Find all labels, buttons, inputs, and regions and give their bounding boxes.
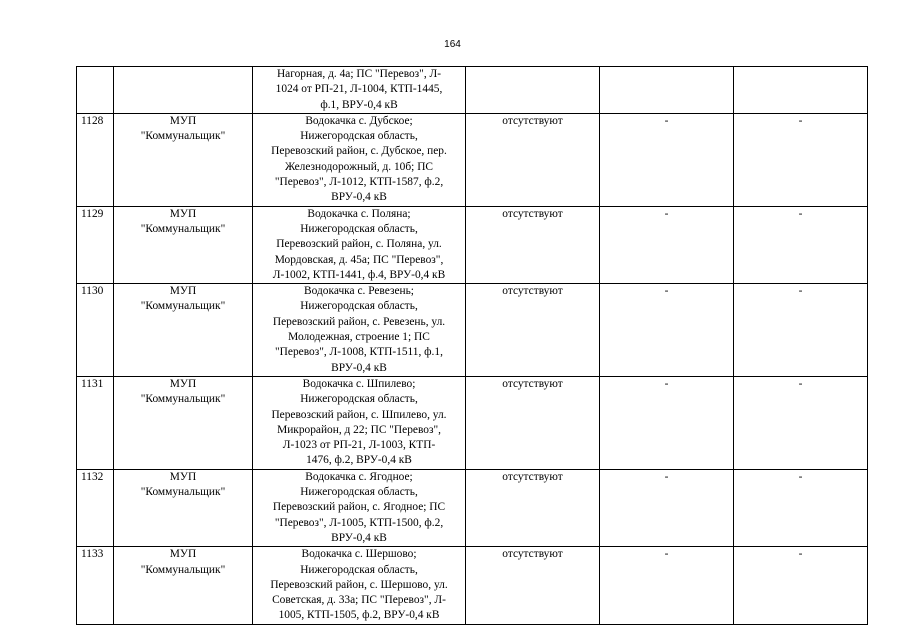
table-row (77, 284, 868, 377)
object-address-cell (253, 469, 466, 546)
address-line: Микрорайон, д 22; ПС "Перевоз", (277, 423, 441, 436)
object-address-cell (253, 547, 466, 624)
dash-value: - (664, 114, 669, 127)
address-line: Нижегородская область, (300, 222, 418, 235)
status-text: отсутствуют (502, 470, 563, 483)
table-row (77, 376, 868, 469)
organization-line: "Коммунальщик" (140, 222, 226, 235)
organization-line: "Коммунальщик" (140, 393, 226, 406)
address-line: ВРУ-0,4 кВ (331, 361, 387, 374)
object-address-cell (253, 376, 466, 469)
dash-value: - (664, 548, 669, 561)
page-number: 164 (444, 39, 461, 50)
status-cell (466, 67, 600, 114)
status-cell (466, 113, 600, 206)
address-line: Перевозский район, с. Шершово, ул. (270, 578, 448, 591)
organization-line: МУП (169, 548, 197, 561)
column-6-cell (734, 284, 868, 377)
organization-cell (114, 469, 253, 546)
column-6-cell (734, 67, 868, 114)
organization-line: "Коммунальщик" (140, 130, 226, 143)
object-address-cell (253, 113, 466, 206)
address-line: Советская, д. 33а; ПС "Перевоз", Л- (272, 594, 446, 607)
address-line: Нижегородская область, (300, 130, 418, 143)
address-line: Нижегородская область, (300, 300, 418, 313)
column-5-cell (600, 547, 734, 624)
row-number-cell: 1128 (77, 113, 114, 206)
column-5-cell (600, 376, 734, 469)
table-row (77, 469, 868, 546)
address-line: Водокачка с. Дубское; (305, 114, 413, 127)
address-line: ВРУ-0,4 кВ (331, 191, 387, 204)
address-line: Перевозский район, с. Шпилево, ул. (271, 408, 447, 421)
dash-value: - (798, 114, 803, 127)
organization-cell (114, 113, 253, 206)
address-line: Перевозский район, с. Дубское, пер. (271, 145, 447, 158)
row-number-cell: 1132 (77, 469, 114, 546)
registry-body (77, 67, 868, 625)
dash-value: - (798, 207, 803, 220)
address-line: Перевозский район, с. Поляна, ул. (276, 238, 442, 251)
organization-cell (114, 376, 253, 469)
column-5-cell (600, 67, 734, 114)
column-5-cell (600, 113, 734, 206)
address-line: Водокачка с. Шпилево; (302, 377, 416, 390)
status-cell (466, 547, 600, 624)
row-number-cell: 1133 (77, 547, 114, 624)
status-text: отсутствуют (502, 377, 563, 390)
dash-value: - (664, 470, 669, 483)
address-line: Нижегородская область, (300, 393, 418, 406)
address-line: Молодежная, строение 1; ПС (288, 331, 430, 344)
address-line: "Перевоз", Л-1008, КТП-1511, ф.1, (275, 346, 443, 359)
dash-value: - (798, 377, 803, 390)
address-line: 1024 от РП-21, Л-1004, КТП-1445, (275, 83, 443, 96)
address-line: Л-1002, КТП-1441, ф.4, ВРУ-0,4 кВ (272, 268, 446, 281)
address-line: Перевозский район, с. Ягодное; ПС (272, 501, 446, 514)
status-text: отсутствуют (502, 285, 563, 298)
address-line: "Перевоз", Л-1005, КТП-1500, ф.2, (274, 516, 444, 529)
dash-value: - (664, 377, 669, 390)
status-cell (466, 376, 600, 469)
dash-value: - (798, 285, 803, 298)
address-line: Перевозский район, с. Ревезень, ул. (272, 315, 446, 328)
row-number-cell: 1131 (77, 376, 114, 469)
table-row-continuation (77, 67, 868, 114)
dash-value: - (664, 285, 669, 298)
row-number-cell: 1129 (77, 206, 114, 283)
column-6-cell (734, 469, 868, 546)
address-line: Водокачка с. Ревезень; (304, 285, 414, 298)
status-cell (466, 206, 600, 283)
organization-line: "Коммунальщик" (140, 563, 226, 576)
organization-cell (114, 206, 253, 283)
object-address-cell (253, 67, 466, 114)
status-text: отсутствуют (502, 114, 563, 127)
table-row (77, 206, 868, 283)
organization-cell (114, 67, 253, 114)
address-line: Водокачка с. Поляна; (307, 207, 411, 220)
row-number-cell (77, 67, 114, 114)
dash-value: - (798, 548, 803, 561)
address-line: ф.1, ВРУ-0,4 кВ (320, 98, 398, 111)
organization-line: МУП (169, 470, 197, 483)
status-cell (466, 284, 600, 377)
status-cell (466, 469, 600, 546)
address-line: Мордовская, д. 45а; ПС "Перевоз", (274, 253, 444, 266)
table-row (77, 547, 868, 624)
dash-value: - (664, 207, 669, 220)
organization-cell (114, 547, 253, 624)
address-line: 1476, ф.2, ВРУ-0,4 кВ (306, 454, 412, 467)
address-line: Нагорная, д. 4а; ПС "Перевоз", Л- (276, 68, 442, 80)
column-5-cell (600, 206, 734, 283)
registry-table (76, 66, 868, 625)
organization-cell (114, 284, 253, 377)
organization-line: МУП (169, 377, 197, 390)
column-6-cell (734, 113, 868, 206)
address-line: "Перевоз", Л-1012, КТП-1587, ф.2, (274, 176, 444, 189)
address-line: Водокачка с. Шершово; (301, 548, 417, 561)
address-line: Л-1023 от РП-21, Л-1003, КТП- (282, 439, 436, 452)
column-6-cell (734, 547, 868, 624)
object-address-cell (253, 284, 466, 377)
column-6-cell (734, 376, 868, 469)
table-row (77, 113, 868, 206)
address-line: Железнодорожный, д. 10б; ПС (284, 160, 434, 173)
address-line: Водокачка с. Ягодное; (305, 470, 413, 483)
address-line: Нижегородская область, (300, 563, 418, 576)
column-5-cell (600, 469, 734, 546)
dash-value: - (798, 470, 803, 483)
status-text: отсутствуют (502, 548, 563, 561)
address-line: 1005, КТП-1505, ф.2, ВРУ-0,4 кВ (278, 609, 440, 622)
object-address-cell (253, 206, 466, 283)
organization-line: МУП (169, 114, 197, 127)
organization-line: МУП (169, 285, 197, 298)
organization-line: "Коммунальщик" (140, 300, 226, 313)
column-6-cell (734, 206, 868, 283)
organization-line: "Коммунальщик" (140, 486, 226, 499)
organization-line: МУП (169, 207, 197, 220)
row-number-cell: 1130 (77, 284, 114, 377)
column-5-cell (600, 284, 734, 377)
address-line: ВРУ-0,4 кВ (331, 531, 387, 544)
status-text: отсутствуют (502, 207, 563, 220)
address-line: Нижегородская область, (300, 486, 418, 499)
